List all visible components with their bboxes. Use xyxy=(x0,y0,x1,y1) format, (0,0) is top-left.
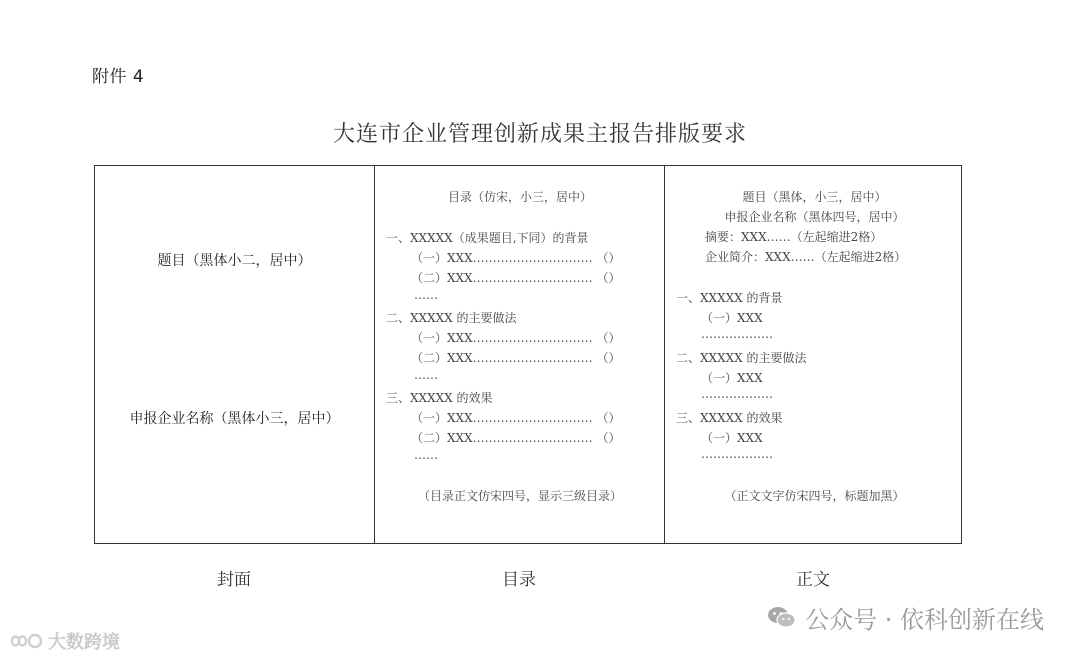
toc-line: （一）XXX………………………… （） xyxy=(411,331,621,345)
watermark-left xyxy=(10,628,120,654)
toc-line: 二、XXXXX 的主要做法 xyxy=(386,311,517,325)
toc-caption: 目录 xyxy=(502,570,536,590)
watermark-right xyxy=(767,600,1044,635)
body-line: 二、XXXXX 的主要做法 xyxy=(676,351,807,365)
body-line: （一）XXX xyxy=(701,311,763,325)
body-line: ……………… xyxy=(701,327,773,341)
cover-caption: 封面 xyxy=(217,570,251,590)
layout-table xyxy=(94,165,962,544)
toc-heading: 目录（仿宋，小三，居中） xyxy=(447,190,592,204)
body-header-line: 摘要：XXX……（左起缩进2格） xyxy=(705,230,883,244)
toc-line: （二）XXX………………………… （） xyxy=(411,351,621,365)
toc-line: （一）XXX………………………… （） xyxy=(411,251,621,265)
toc-line: （二）XXX………………………… （） xyxy=(411,431,621,445)
cover-column xyxy=(95,166,374,543)
body-line: 一、XXXXX 的背景 xyxy=(676,291,783,305)
body-header-line: 题目（黑体，小三，居中） xyxy=(742,190,887,204)
body-line: ……………… xyxy=(701,387,773,401)
infinity-logo-icon xyxy=(10,631,44,651)
body-line: 三、XXXXX 的效果 xyxy=(676,411,783,425)
body-header-line: 申报企业名称（黑体四号，居中） xyxy=(724,210,905,224)
body-column xyxy=(664,166,964,543)
wechat-icon xyxy=(767,605,797,631)
toc-line: 一、XXXXX（成果题目,下同）的背景 xyxy=(386,231,589,245)
toc-note: （目录正文仿宋四号，显示三级目录） xyxy=(417,489,622,503)
watermark-right-text: 公众号 · 依科创新在线 xyxy=(805,606,1044,634)
body-note: （正文文字仿宋四号，标题加黑） xyxy=(724,489,905,503)
body-line: ……………… xyxy=(701,447,773,461)
attachment-label: 附件 4 xyxy=(92,67,145,87)
body-line: （一）XXX xyxy=(701,431,763,445)
document-title: 大连市企业管理创新成果主报告排版要求 xyxy=(332,122,747,147)
toc-line: …… xyxy=(414,288,438,302)
body-caption: 正文 xyxy=(796,570,830,590)
toc-line: …… xyxy=(414,448,438,462)
toc-column xyxy=(374,166,665,543)
body-header-line: 企业简介：XXX……（左起缩进2格） xyxy=(705,250,907,264)
toc-line: …… xyxy=(414,368,438,382)
cover-title-spec: 题目（黑体小二，居中） xyxy=(157,253,312,269)
body-line: （一）XXX xyxy=(701,371,763,385)
toc-line: 三、XXXXX 的效果 xyxy=(386,391,493,405)
watermark-left-text: 大数跨境 xyxy=(48,632,120,653)
cover-company-spec: 申报企业名称（黑体小三，居中） xyxy=(129,411,340,427)
toc-line: （二）XXX………………………… （） xyxy=(411,271,621,285)
toc-line: （一）XXX………………………… （） xyxy=(411,411,621,425)
